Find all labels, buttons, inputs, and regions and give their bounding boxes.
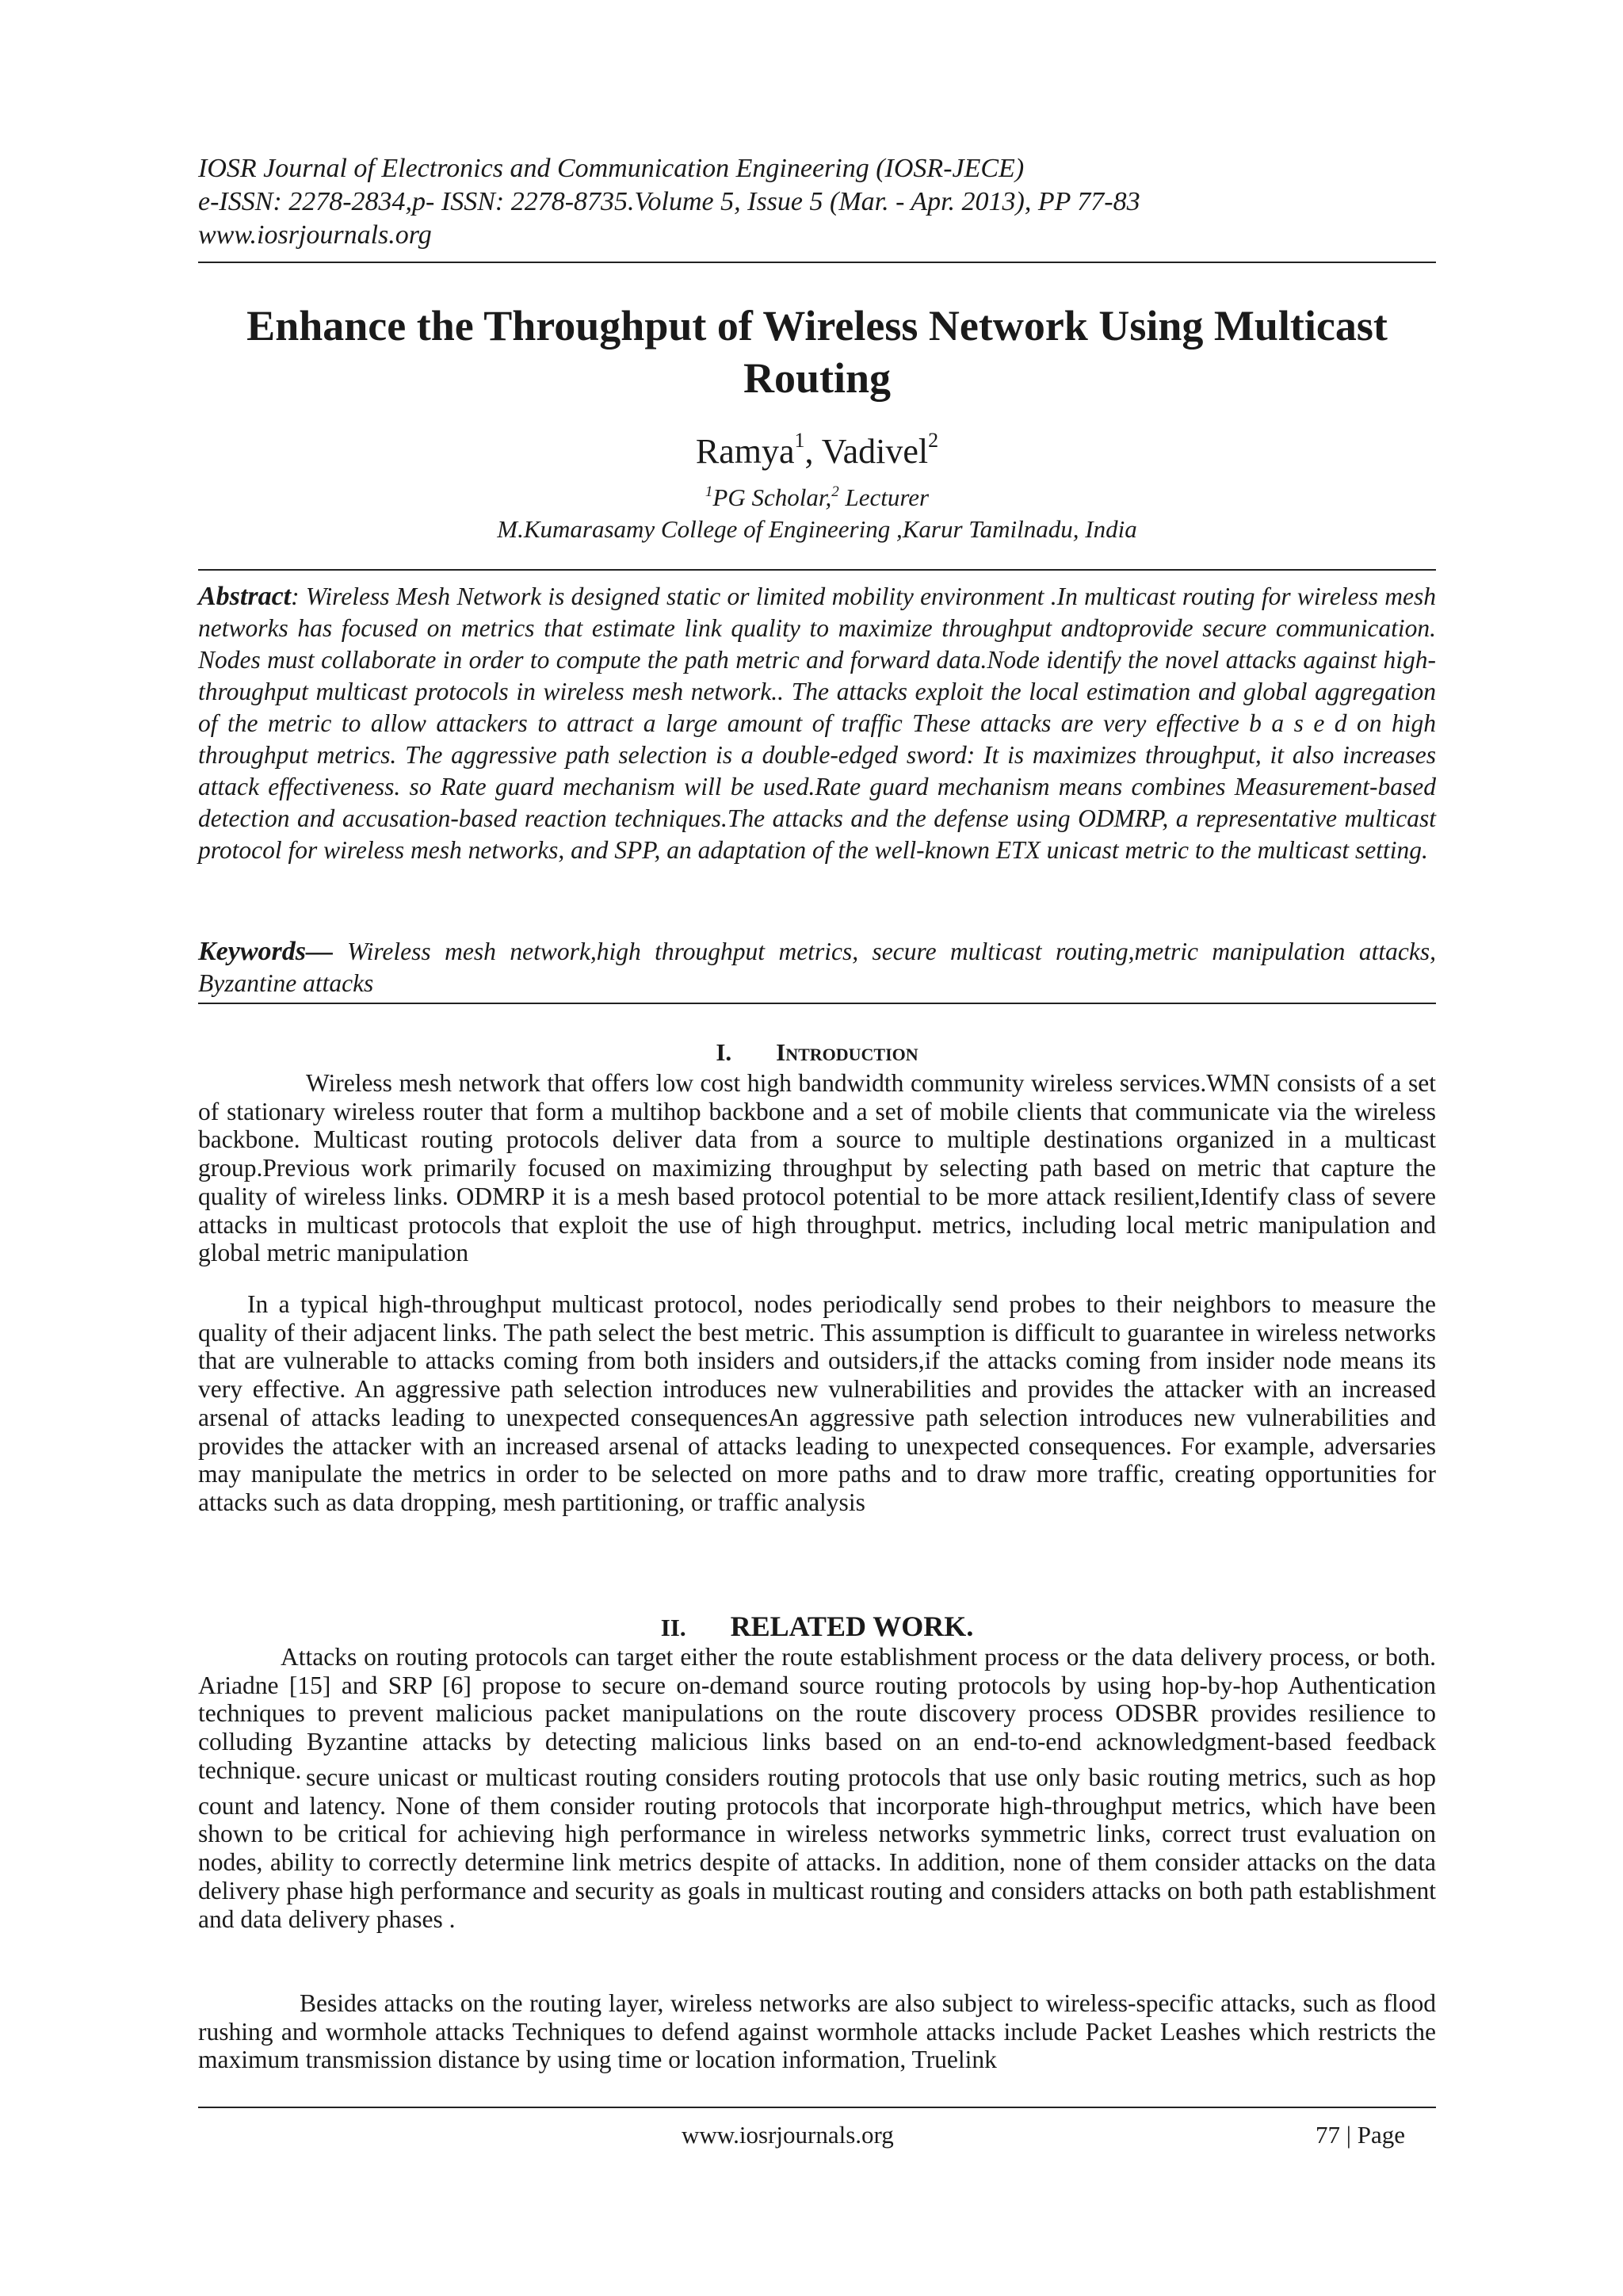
journal-name: IOSR Journal of Electronics and Communication Engineering (IOSR-JECE)	[198, 154, 1025, 183]
author-superscript: 1	[794, 429, 805, 452]
journal-header	[198, 152, 1434, 252]
author-line	[198, 430, 1436, 473]
abstract	[198, 581, 1436, 866]
author-separator: ,	[804, 432, 822, 471]
section-heading-related-work	[198, 1610, 1436, 1643]
journal-website: www.iosrjournals.org	[198, 220, 432, 250]
abstract-bottom-divider	[198, 1003, 1436, 1004]
author-superscript: 2	[928, 429, 939, 452]
section-number: II.	[660, 1614, 686, 1641]
section-title: RELATED WORK	[730, 1610, 967, 1642]
keywords-dash: —	[306, 937, 348, 966]
footer-divider	[198, 2107, 1436, 2108]
related-work-paragraph-2: secure unicast or multicast routing considers routing protocols that use only basic routing metrics, such as hop count and latency. None of them consider routing protocols that incorporate high-throughput metrics, which have been shown to be critical for achieving high performance in wireless networks symmetric links, correct trust evaluation on nodes, ability to correctly determine link metrics despite of attacks. In addition, none of them consider attacks on the data delivery phase high performance and security as goals in multicast routing and considers attacks on both path establishment and data delivery phases .	[198, 1763, 1436, 1933]
intro-paragraph-1: Wireless mesh network that offers low cost high bandwidth community wireless services.WMN consists of a set of stationary wireless router that form a multihop backbone and a set of mobile clients that communicate via the wireless backbone. Multicast routing protocols deliver data from a source to multiple destinations organized in a multicast group.Previous work primarily focused on maximizing throughput by selecting path based on metric that capture the quality of wireless links. ODMRP it is a mesh based protocol potential to be more attack resilient,Identify class of severe attacks in multicast protocols that exploit the use of high throughput. metrics, including local metric manipulation and global metric manipulation	[198, 1069, 1436, 1267]
footer-website: www.iosrjournals.org	[682, 2121, 894, 2149]
keywords	[198, 936, 1436, 999]
role-superscript: 1	[705, 483, 713, 500]
role: PG Scholar,	[712, 483, 832, 511]
journal-issn: e-ISSN: 2278-2834,p- ISSN: 2278-8735.Volume 5, Issue 5 (Mar. - Apr. 2013), PP 77-83	[198, 187, 1140, 216]
institution: M.Kumarasamy College of Engineering ,Karur Tamilnadu, India	[497, 515, 1137, 543]
abstract-text: Wireless Mesh Network is designed static or limited mobility environment .In multicast routing for wireless mesh networks has focused on metrics that estimate link quality to maximize throughput andtoprovide secure communication. Nodes must collaborate in order to compute the path metric and forward data.Node identify the novel attacks against high- throughput multicast protocols in wireless mesh network.. The attacks exploit the local estimation and global aggregation of the metric to allow attackers to attract a large amount of traffic These attacks are very effective b a s e d on high throughput metrics. The aggressive path selection is a double-edged sword: It is maximizes throughput, it also increases attack effectiveness. so Rate guard mechanism will be used.Rate guard mechanism means combines Measurement-based detection and accusation-based reaction techniques.The attacks and the defense using ODMRP, a representative multicast protocol for wireless mesh networks, and SPP, an adaptation of the well-known ETX unicast metric to the multicast setting.	[198, 583, 1436, 864]
abstract-top-divider	[198, 569, 1436, 571]
keywords-label: Keywords	[198, 937, 306, 966]
intro-paragraph-2: In a typical high-throughput multicast protocol, nodes periodically send probes to their neighbors to measure the quality of their adjacent links. The path select the best metric. This assumption is difficult to guarantee in wireless networks that are vulnerable to attacks coming from both insiders and outsiders,if the attacks coming from insider node means its very effective. An aggressive path selection introduces new vulnerabilities and provides the attacker with an increased arsenal of attacks leading to unexpected consequencesAn aggressive path selection introduces new vulnerabilities and provides the attacker with an increased arsenal of attacks leading to unexpected consequences. For example, adversaries may manipulate the metrics in order to be selected on more paths and to draw more traffic, creating opportunities for attacks such as data dropping, mesh partitioning, or traffic analysis	[198, 1290, 1436, 1516]
author-roles	[198, 482, 1436, 514]
section-heading-introduction	[198, 1038, 1436, 1067]
affiliation	[198, 482, 1436, 545]
section-number: I.	[716, 1038, 732, 1066]
keywords-text: Wireless mesh network,high throughput metrics, secure multicast routing,metric manipulation attacks, Byzantine attacks	[198, 938, 1437, 997]
section-title-period: .	[966, 1610, 974, 1642]
role-superscript: 2	[831, 483, 839, 500]
abstract-colon: :	[291, 583, 306, 610]
page-number: 77 | Page	[1316, 2121, 1405, 2149]
role: Lecturer	[838, 483, 930, 511]
related-work-paragraph-3: Besides attacks on the routing layer, wireless networks are also subject to wireless-specific attacks, such as flood rushing and wormhole attacks Techniques to defend against wormhole attacks include Packet Leashes which restricts the maximum transmission distance by using time or location information, Truelink	[198, 1989, 1436, 2074]
section-title: Introduction	[776, 1038, 918, 1066]
header-divider	[198, 262, 1436, 263]
author-name: Ramya	[695, 432, 795, 471]
author-name: Vadivel	[821, 432, 929, 471]
related-work-paragraph-1: Attacks on routing protocols can target either the route establishment process or the data delivery process, or both. Ariadne [15] and SRP [6] propose to secure on-demand source routing protocols by using hop-by-hop Authentication techniques to prevent malicious packet manipulations on the route discovery process ODSBR provides resilience to colluding Byzantine attacks by detecting malicious links based on an end-to-end acknowledgment-based feedback technique.	[198, 1643, 1436, 1784]
paper-title: Enhance the Throughput of Wireless Network Using Multicast Routing	[246, 302, 1388, 402]
abstract-label: Abstract	[198, 582, 292, 611]
